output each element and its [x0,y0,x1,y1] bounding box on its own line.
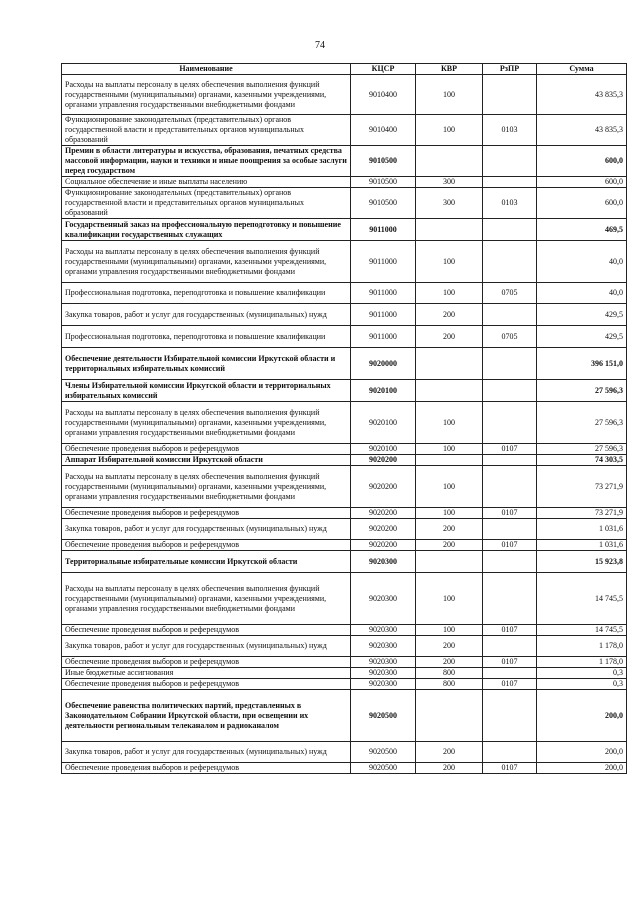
cell-name: Обеспечение проведения выборов и референдумов [62,625,351,636]
table-row [62,679,627,690]
cell-kvr: 100 [416,283,483,304]
cell-name: Закупка товаров, работ и услуг для государственных (муниципальных) нужд [62,519,351,540]
cell-sum: 43 835,3 [537,115,627,146]
cell-name: Закупка товаров, работ и услуг для государственных (муниципальных) нужд [62,636,351,657]
cell-sum: 73 271,9 [537,508,627,519]
cell-name: Функционирование законодательных (представительных) органов государственной власти и представительных органов муниципальных образований [62,188,351,219]
cell-rzpr: 0107 [483,625,537,636]
cell-rzpr: 0107 [483,508,537,519]
cell-rzpr: 0705 [483,326,537,348]
cell-sum: 1 178,0 [537,636,627,657]
cell-sum: 15 923,8 [537,551,627,573]
table-row [62,348,627,380]
budget-table [61,63,627,774]
cell-kvr: 800 [416,679,483,690]
cell-name: Закупка товаров, работ и услуг для государственных (муниципальных) нужд [62,742,351,763]
cell-kcsr: 9011000 [351,304,416,326]
cell-rzpr [483,519,537,540]
cell-name: Территориальные избирательные комиссии Иркутской области [62,551,351,573]
cell-sum: 200,0 [537,690,627,742]
header-name: Наименование [62,64,351,75]
cell-kcsr: 9020000 [351,348,416,380]
cell-kvr [416,146,483,177]
cell-rzpr [483,466,537,508]
header-sum: Сумма [537,64,627,75]
cell-kvr: 100 [416,466,483,508]
cell-rzpr [483,348,537,380]
cell-rzpr: 0107 [483,763,537,774]
cell-kcsr: 9020100 [351,402,416,444]
table-row [62,625,627,636]
table-row [62,219,627,241]
cell-name: Обеспечение проведения выборов и референдумов [62,508,351,519]
cell-kvr [416,219,483,241]
cell-kvr: 200 [416,519,483,540]
cell-sum: 27 596,3 [537,380,627,402]
cell-kvr: 200 [416,304,483,326]
table-row [62,657,627,668]
cell-rzpr [483,402,537,444]
table-row [62,380,627,402]
cell-name: Обеспечение проведения выборов и референдумов [62,657,351,668]
cell-sum: 429,5 [537,304,627,326]
cell-kvr: 200 [416,636,483,657]
table-row [62,690,627,742]
cell-name: Иные бюджетные ассигнования [62,668,351,679]
cell-name: Члены Избирательной комиссии Иркутской области и территориальных избирательных комиссий [62,380,351,402]
cell-sum: 1 178,0 [537,657,627,668]
cell-sum: 27 596,3 [537,444,627,455]
cell-kcsr: 9020500 [351,690,416,742]
cell-sum: 200,0 [537,742,627,763]
table-row [62,444,627,455]
cell-kcsr: 9020300 [351,679,416,690]
cell-kcsr: 9020500 [351,742,416,763]
table-row [62,177,627,188]
cell-kvr: 300 [416,188,483,219]
cell-kcsr: 9020200 [351,508,416,519]
table-row [62,540,627,551]
cell-sum: 40,0 [537,283,627,304]
cell-kvr: 200 [416,742,483,763]
cell-sum: 600,0 [537,188,627,219]
cell-rzpr: 0107 [483,657,537,668]
cell-kcsr: 9020200 [351,455,416,466]
cell-kvr: 100 [416,75,483,115]
table-row [62,519,627,540]
cell-name: Расходы на выплаты персоналу в целях обеспечения выполнения функций государственными (муниципальными) органами, казенными учреждениями, органами управления государственными внебюджетными фондами [62,75,351,115]
cell-kcsr: 9010400 [351,115,416,146]
table-row [62,763,627,774]
cell-sum: 600,0 [537,146,627,177]
table-row [62,573,627,625]
cell-kvr: 800 [416,668,483,679]
cell-rzpr [483,219,537,241]
page-number: 74 [315,40,325,51]
cell-name: Обеспечение равенства политических партий, представленных в Законодательном Собрании Иркутской области, при освещении их деятельности региональным телеканалом и радиоканалом [62,690,351,742]
cell-kvr: 100 [416,241,483,283]
cell-rzpr: 0705 [483,283,537,304]
cell-kcsr: 9020200 [351,466,416,508]
cell-rzpr [483,455,537,466]
cell-rzpr [483,304,537,326]
cell-kvr: 100 [416,573,483,625]
cell-kcsr: 9020300 [351,573,416,625]
cell-kvr: 100 [416,508,483,519]
cell-sum: 1 031,6 [537,519,627,540]
cell-kcsr: 9010500 [351,146,416,177]
table-row [62,304,627,326]
cell-sum: 469,5 [537,219,627,241]
table-row [62,402,627,444]
cell-rzpr [483,241,537,283]
table-row [62,188,627,219]
cell-kvr: 200 [416,657,483,668]
cell-name: Функционирование законодательных (представительных) органов государственной власти и представительных органов муниципальных образований [62,115,351,146]
cell-name: Социальное обеспечение и иные выплаты населению [62,177,351,188]
cell-kcsr: 9020200 [351,540,416,551]
cell-kcsr: 9010400 [351,75,416,115]
cell-kcsr: 9020100 [351,444,416,455]
table-row [62,241,627,283]
cell-name: Аппарат Избирательной комиссии Иркутской области [62,455,351,466]
cell-sum: 14 745,5 [537,625,627,636]
cell-kcsr: 9020300 [351,657,416,668]
cell-kvr: 100 [416,115,483,146]
cell-kvr: 100 [416,444,483,455]
header-row [62,64,627,75]
cell-name: Расходы на выплаты персоналу в целях обеспечения выполнения функций государственными (муниципальными) органами, казенными учреждениями, органами управления государственными внебюджетными фондами [62,573,351,625]
cell-sum: 1 031,6 [537,540,627,551]
table-row [62,146,627,177]
table-row [62,75,627,115]
cell-rzpr: 0107 [483,444,537,455]
cell-kvr [416,380,483,402]
cell-kcsr: 9020100 [351,380,416,402]
cell-rzpr [483,573,537,625]
table-row [62,326,627,348]
cell-kcsr: 9020300 [351,668,416,679]
table-row [62,115,627,146]
cell-name: Обеспечение проведения выборов и референдумов [62,763,351,774]
cell-kcsr: 9010500 [351,188,416,219]
cell-name: Расходы на выплаты персоналу в целях обеспечения выполнения функций государственными (муниципальными) органами, казенными учреждениями, органами управления государственными внебюджетными фондами [62,241,351,283]
cell-kvr [416,690,483,742]
cell-kvr: 100 [416,402,483,444]
cell-name: Расходы на выплаты персоналу в целях обеспечения выполнения функций государственными (муниципальными) органами, казенными учреждениями, органами управления государственными внебюджетными фондами [62,466,351,508]
cell-rzpr: 0107 [483,679,537,690]
cell-sum: 14 745,5 [537,573,627,625]
cell-kvr: 200 [416,763,483,774]
cell-sum: 429,5 [537,326,627,348]
cell-name: Премии в области литературы и искусства, образования, печатных средства массовой информации, науки и техники и иные поощрения за особые заслуги перед государством [62,146,351,177]
cell-kcsr: 9010500 [351,177,416,188]
cell-name: Обеспечение проведения выборов и референдумов [62,540,351,551]
cell-kcsr: 9020300 [351,625,416,636]
cell-sum: 0,3 [537,668,627,679]
cell-kcsr: 9011000 [351,283,416,304]
cell-name: Обеспечение проведения выборов и референдумов [62,444,351,455]
cell-rzpr [483,668,537,679]
header-rzpr: РзПР [483,64,537,75]
header-kcsr: КЦСР [351,64,416,75]
table-row [62,742,627,763]
cell-kvr: 200 [416,326,483,348]
cell-kvr [416,455,483,466]
cell-sum: 73 271,9 [537,466,627,508]
cell-kcsr: 9020300 [351,551,416,573]
cell-kcsr: 9020300 [351,636,416,657]
cell-sum: 40,0 [537,241,627,283]
cell-kvr [416,348,483,380]
cell-sum: 0,3 [537,679,627,690]
cell-kcsr: 9020500 [351,763,416,774]
table-row [62,455,627,466]
cell-sum: 396 151,0 [537,348,627,380]
cell-sum: 43 835,3 [537,75,627,115]
cell-rzpr [483,75,537,115]
cell-rzpr [483,742,537,763]
cell-sum: 200,0 [537,763,627,774]
cell-kcsr: 9011000 [351,326,416,348]
cell-name: Обеспечение проведения выборов и референдумов [62,679,351,690]
cell-kvr [416,551,483,573]
cell-sum: 600,0 [537,177,627,188]
table-row [62,551,627,573]
cell-kvr: 300 [416,177,483,188]
cell-kcsr: 9011000 [351,219,416,241]
cell-name: Профессиональная подготовка, переподготовка и повышение квалификации [62,326,351,348]
table-row [62,508,627,519]
cell-name: Профессиональная подготовка, переподготовка и повышение квалификации [62,283,351,304]
cell-name: Обеспечение деятельности Избирательной комиссии Иркутской области и территориальных избирательных комиссий [62,348,351,380]
table-row [62,636,627,657]
cell-kcsr: 9020200 [351,519,416,540]
cell-name: Государственный заказ на профессиональную переподготовку и повышение квалификации государственных служащих [62,219,351,241]
table-row [62,668,627,679]
cell-rzpr [483,177,537,188]
table-row [62,283,627,304]
cell-rzpr: 0103 [483,188,537,219]
cell-rzpr: 0107 [483,540,537,551]
cell-name: Расходы на выплаты персоналу в целях обеспечения выполнения функций государственными (муниципальными) органами, казенными учреждениями, органами управления государственными внебюджетными фондами [62,402,351,444]
cell-rzpr [483,380,537,402]
header-kvr: КВР [416,64,483,75]
cell-rzpr [483,146,537,177]
cell-name: Закупка товаров, работ и услуг для государственных (муниципальных) нужд [62,304,351,326]
cell-sum: 74 303,5 [537,455,627,466]
table-row [62,466,627,508]
cell-kcsr: 9011000 [351,241,416,283]
cell-rzpr [483,636,537,657]
cell-rzpr [483,551,537,573]
cell-kvr: 100 [416,625,483,636]
cell-rzpr [483,690,537,742]
cell-kvr: 200 [416,540,483,551]
cell-rzpr: 0103 [483,115,537,146]
cell-sum: 27 596,3 [537,402,627,444]
